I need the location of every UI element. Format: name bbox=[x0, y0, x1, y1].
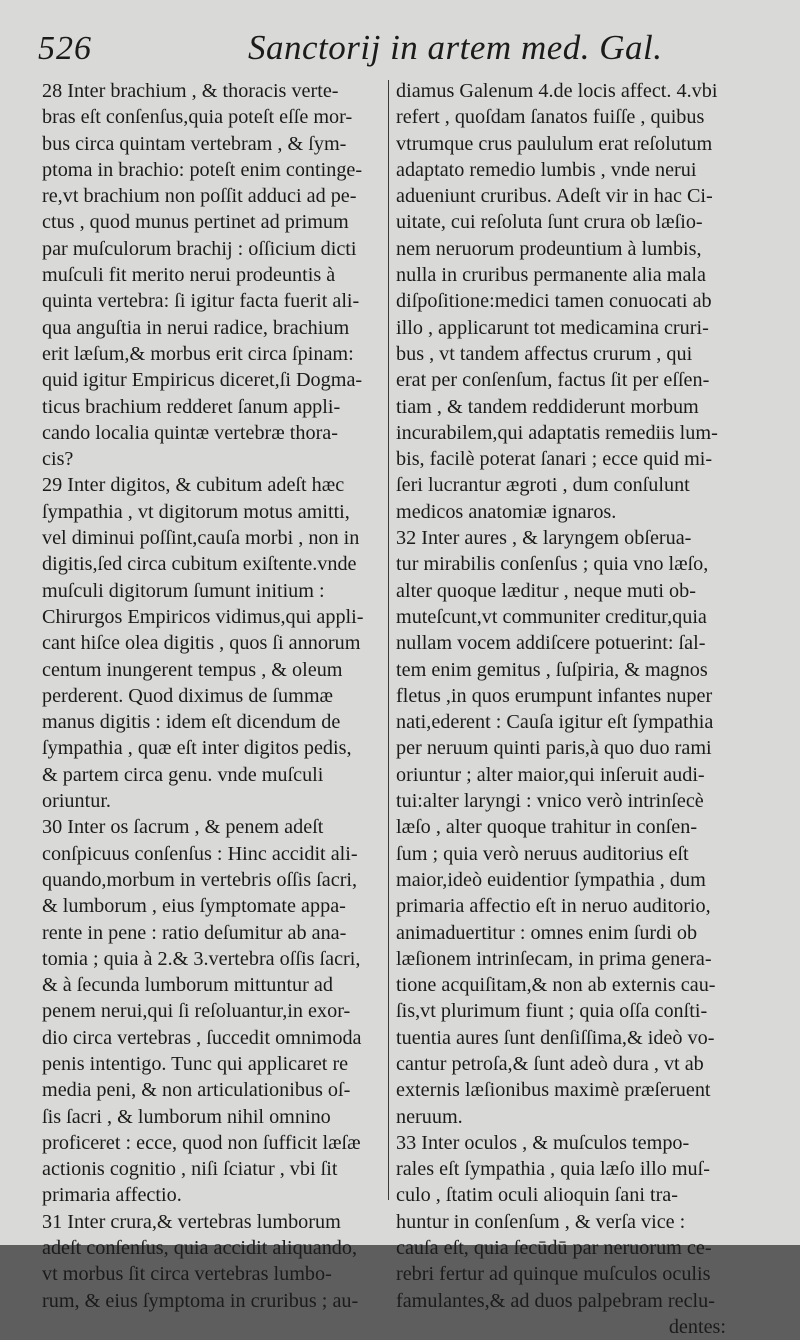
text-line: rente in pene : ratio deſumitur ab ana- bbox=[42, 921, 347, 944]
text-line: huntur in conſenſum , & verſa vice : bbox=[396, 1210, 686, 1233]
text-line: centum inungerent tempus , & oleum bbox=[42, 658, 343, 681]
text-line: & à ſecunda lumborum mittuntur ad bbox=[42, 974, 333, 997]
text-line: diſpoſitione:medici tamen conuocati ab bbox=[396, 290, 712, 313]
text-line: 30 Inter os ſacrum , & penem adeſt bbox=[42, 816, 324, 839]
text-line: tem enim gemitus , ſuſpiria, & magnos bbox=[396, 658, 708, 681]
text-line: 29 Inter digitos, & cubitum adeſt hæc bbox=[42, 474, 345, 497]
text-line: 31 Inter crura,& vertebras lumborum bbox=[42, 1210, 341, 1233]
text-line: bus , vt tandem affectus crurum , qui bbox=[396, 342, 693, 365]
text-line: bis, facilè poterat ſanari ; ecce quid mi- bbox=[396, 448, 713, 471]
text-line: qua anguſtia in nerui radice, brachium bbox=[42, 316, 350, 339]
text-line: digitis,ſed circa cubitum exiſtente.vnde bbox=[42, 553, 357, 576]
text-line: ſeri lucrantur ægroti , dum conſulunt bbox=[396, 474, 690, 497]
text-line: perderent. Quod diximus de ſummæ bbox=[42, 684, 333, 707]
text-line: maior,ideò euidentior ſympathia , dum bbox=[396, 868, 706, 891]
text-line: vt morbus ſit circa vertebras lumbo- bbox=[42, 1263, 332, 1286]
text-line: cant hiſce olea digitis , quos ſi annorum bbox=[42, 632, 361, 655]
running-title: Sanctorij in artem med. Gal. bbox=[248, 28, 663, 67]
text-line: uitate, cui reſoluta ſunt crura ob læſio- bbox=[396, 211, 703, 234]
text-line: re,vt brachium non poſſit adduci ad pe- bbox=[42, 185, 357, 208]
text-line: tiam , & tandem reddiderunt morbum bbox=[396, 395, 699, 418]
text-line: quid igitur Empiricus diceret,ſi Dogma- bbox=[42, 369, 363, 392]
text-line: bus circa quintam vertebram , & ſym- bbox=[42, 132, 347, 155]
text-line: vel diminui poſſint,cauſa morbi , non in bbox=[42, 527, 360, 550]
text-line: manus digitis : idem eſt dicendum de bbox=[42, 711, 341, 734]
text-line: muteſcunt,vt communiter creditur,quia bbox=[396, 605, 707, 628]
text-line: bras eſt conſenſus,quia poteſt eſſe mor- bbox=[42, 106, 353, 129]
text-line: Chirurgos Empiricos vidimus,qui appli- bbox=[42, 605, 364, 628]
text-line: adeſt conſenſus, quia accidit aliquando, bbox=[42, 1237, 358, 1260]
text-line: par muſculorum brachij : oſſicium dicti bbox=[42, 237, 357, 260]
text-line: oriuntur ; alter maior,qui inſeruit audi- bbox=[396, 763, 705, 786]
text-line: animaduertitur : omnes enim ſurdi ob bbox=[396, 921, 698, 944]
text-line: nati,ederent : Cauſa igitur eſt ſympathia bbox=[396, 711, 714, 734]
text-line: externis læſionibus maximè præſeruent bbox=[396, 1079, 711, 1102]
page-number: 526 bbox=[38, 30, 92, 67]
text-line: medicos anatomiæ ignaros. bbox=[396, 500, 617, 523]
text-line: dentes: bbox=[668, 1315, 726, 1338]
text-line: media peni, & non articulationibus oſ- bbox=[42, 1079, 351, 1102]
text-line: ſympathia , vt digitorum motus amitti, bbox=[42, 500, 350, 523]
text-line: cando localia quintæ vertebræ thora- bbox=[42, 421, 338, 444]
text-line: alter quoque læditur , neque muti ob- bbox=[396, 579, 696, 602]
text-line: tur mirabilis conſenſus ; quia vno læſo, bbox=[396, 553, 709, 576]
text-line: & lumborum , eius ſymptomate appa- bbox=[42, 895, 346, 918]
right-column bbox=[396, 78, 756, 1340]
page-header bbox=[38, 26, 752, 74]
text-line: læſo , alter quoque trahitur in conſen- bbox=[396, 816, 698, 839]
text-line: nullam vocem addiſcere potuerint: ſal- bbox=[396, 632, 706, 655]
text-line: oriuntur. bbox=[42, 790, 111, 813]
text-line: ticus brachium redderet ſanum appli- bbox=[42, 395, 341, 418]
text-line: quando,morbum in vertebris oſſis ſacri, bbox=[42, 868, 358, 891]
text-line: quinta vertebra: ſi igitur facta fuerit ali- bbox=[42, 290, 360, 313]
text-line: penem nerui,qui ſi reſoluantur,in exor- bbox=[42, 1000, 351, 1023]
text-line: 32 Inter aures , & laryngem obſerua- bbox=[396, 527, 692, 550]
text-line: adaptato remedio lumbis , vnde nerui bbox=[396, 158, 697, 181]
text-line: nulla in cruribus permanente alia mala bbox=[396, 264, 706, 287]
text-line: primaria affectio. bbox=[42, 1184, 182, 1207]
text-line: 28 Inter brachium , & thoracis verte- bbox=[42, 80, 339, 102]
text-line: proficeret : ecce, quod non ſufficit læſæ bbox=[42, 1131, 361, 1154]
text-line: læſionem intrinſecam, in prima genera- bbox=[396, 947, 712, 970]
text-line: ſis ſacri , & lumborum nihil omnino bbox=[42, 1105, 331, 1128]
text-line: refert , quoſdam ſanatos fuiſſe , quibus bbox=[396, 106, 705, 129]
text-line: tione acquiſitam,& non ab externis cau- bbox=[396, 974, 716, 997]
text-line: erat per conſenſum, factus ſit per eſſen- bbox=[396, 369, 710, 392]
text-line: rum, & eius ſymptoma in cruribus ; au- bbox=[42, 1289, 359, 1312]
text-line: ſympathia , quæ eſt inter digitos pedis, bbox=[42, 737, 352, 760]
text-line: illo , applicarunt tot medicamina cruri- bbox=[396, 316, 709, 339]
text-line: primaria affectio eſt in neruo auditorio, bbox=[396, 895, 711, 918]
text-line: vtrumque crus paululum erat reſolutum bbox=[396, 132, 713, 155]
text-line: tuentia aures ſunt denſiſſima,& ideò vo- bbox=[396, 1026, 715, 1049]
text-line: actionis cognitio , niſi ſciatur , vbi ſit bbox=[42, 1158, 338, 1181]
text-line: penis intentigo. Tunc qui applicaret re bbox=[42, 1052, 349, 1075]
left-column bbox=[42, 78, 392, 1314]
text-line: famulantes,& ad duos palpebram reclu- bbox=[396, 1289, 715, 1312]
text-line: muſculi digitorum ſumunt initium : bbox=[42, 579, 325, 602]
text-line: tui:alter laryngi : vnico verò intrinſecè bbox=[396, 790, 704, 813]
text-line: dio circa vertebras , ſuccedit omnimoda bbox=[42, 1026, 362, 1049]
text-line: incurabilem,qui adaptatis remediis lum- bbox=[396, 421, 718, 444]
text-line: rebri fertur ad quinque muſculos oculis bbox=[396, 1263, 711, 1286]
text-line: nem neruorum prodeuntium à lumbis, bbox=[396, 237, 702, 260]
text-line: erit læſum,& morbus erit circa ſpinam: bbox=[42, 342, 354, 365]
text-line: per neruum quinti paris,à quo duo rami bbox=[396, 737, 712, 760]
text-line: & partem circa genu. vnde muſculi bbox=[42, 763, 324, 786]
text-line: cauſa eſt, quia ſecūdū par neruorum ce- bbox=[396, 1237, 712, 1260]
text-line: rales eſt ſympathia , quia læſo illo muſ- bbox=[396, 1158, 710, 1181]
text-line: diamus Galenum 4.de locis affect. 4.vbi bbox=[396, 80, 718, 102]
text-line: adueniunt cruribus. Adeſt vir in hac Ci- bbox=[396, 185, 713, 208]
text-line: ſum ; quia verò neruus auditorius eſt bbox=[396, 842, 689, 865]
text-line: cis? bbox=[42, 448, 74, 471]
text-line: tomia ; quia à 2.& 3.vertebra oſſis ſacri, bbox=[42, 947, 361, 970]
text-line: ptoma in brachio: poteſt enim continge- bbox=[42, 158, 363, 181]
text-line: neruum. bbox=[396, 1105, 463, 1128]
text-line: ſis,vt plurimum fiunt ; quia oſſa conſti- bbox=[396, 1000, 708, 1023]
text-line: fletus ,in quos erumpunt infantes nuper bbox=[396, 684, 713, 707]
text-line: muſculi fit merito nerui prodeuntis à bbox=[42, 264, 336, 287]
text-line: ctus , quod munus pertinet ad primum bbox=[42, 211, 349, 234]
text-line: culo , ſtatim oculi alioquin ſani tra- bbox=[396, 1184, 678, 1207]
text-line: 33 Inter oculos , & muſculos tempo- bbox=[396, 1131, 690, 1154]
text-line: conſpicuus conſenſus : Hinc accidit ali- bbox=[42, 842, 358, 865]
text-line: cantur petroſa,& ſunt adeò dura , vt ab bbox=[396, 1052, 704, 1075]
